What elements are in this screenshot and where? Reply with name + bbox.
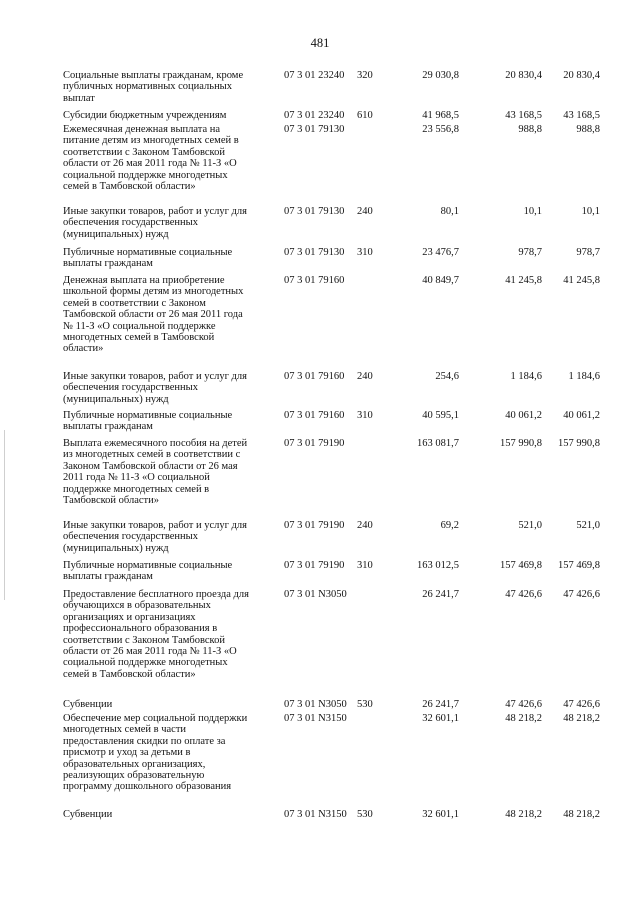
value-year-2: 48 218,2	[505, 713, 542, 724]
value-year-1: 29 030,8	[422, 70, 459, 81]
description-line: Публичные нормативные социальные	[63, 410, 233, 421]
value-year-3: 978,7	[576, 247, 600, 258]
description-line: № 11-З «О социальной поддержке	[63, 320, 216, 332]
description-line: 2011 года № 11-З «О социальной	[63, 472, 210, 484]
target-article-code: 07 3 01 79130	[284, 247, 345, 258]
value-year-2: 43 168,5	[505, 110, 542, 121]
description-line: из многодетных семей в соответствии с	[63, 449, 241, 461]
expense-type-code: 240	[357, 371, 373, 382]
row-description	[63, 206, 278, 240]
description-line: профессионального образования в	[63, 623, 218, 635]
scan-margin-mark	[4, 430, 5, 600]
target-article-code: 07 3 01 79160	[284, 275, 345, 286]
value-year-3: 48 218,2	[563, 713, 600, 724]
value-year-3: 43 168,5	[563, 110, 600, 121]
row-description	[63, 520, 278, 554]
target-article-code: 07 3 01 79190	[284, 560, 345, 571]
value-year-2: 988,8	[518, 124, 542, 135]
description-line: Публичные нормативные социальные	[63, 247, 233, 258]
target-article-code: 07 3 01 79190	[284, 438, 345, 449]
description-line: публичных нормативных социальных	[63, 81, 232, 93]
value-year-2: 20 830,4	[505, 70, 542, 81]
expense-type-code: 310	[357, 247, 373, 258]
description-line: питание детям из многодетных семей в	[63, 135, 239, 147]
value-year-2: 47 426,6	[505, 699, 542, 710]
description-line: выплаты гражданам	[63, 258, 153, 270]
description-line: поддержке многодетных семей в	[63, 483, 210, 495]
description-line: Тамбовской области от 26 мая 2011 года	[63, 309, 243, 321]
description-line: школьной формы детям из многодетных	[63, 286, 244, 298]
value-year-3: 1 184,6	[568, 371, 600, 382]
description-line: выплаты гражданам	[63, 571, 153, 583]
value-year-1: 23 476,7	[422, 247, 459, 258]
target-article-code: 07 3 01 23240	[284, 110, 345, 121]
target-article-code: 07 3 01 N3050	[284, 699, 347, 710]
target-article-code: 07 3 01 23240	[284, 70, 345, 81]
description-line: семей в Тамбовской области»	[63, 668, 196, 680]
value-year-3: 47 426,6	[563, 699, 600, 710]
value-year-2: 1 184,6	[510, 371, 542, 382]
row-description	[63, 713, 278, 793]
row-description	[63, 110, 278, 121]
description-line: Законом Тамбовской области от 26 мая	[63, 460, 238, 472]
row-description	[63, 124, 278, 192]
value-year-2: 10,1	[523, 206, 542, 217]
description-line: семей в Тамбовской области»	[63, 181, 196, 193]
value-year-1: 41 968,5	[422, 110, 459, 121]
description-line: Иные закупки товаров, работ и услуг для	[63, 371, 247, 382]
description-line: организациях и организациях	[63, 611, 196, 623]
value-year-1: 254,6	[435, 371, 459, 382]
description-line: Ежемесячная денежная выплата на	[63, 124, 221, 135]
row-description	[63, 438, 278, 506]
description-line: Тамбовской области»	[63, 495, 160, 507]
description-line: выплат	[63, 92, 95, 104]
expense-type-code: 610	[357, 110, 373, 121]
value-year-1: 163 081,7	[417, 438, 459, 449]
value-year-3: 10,1	[581, 206, 600, 217]
description-line: социальной поддержке многодетных	[63, 169, 228, 181]
description-line: обеспечения государственных	[63, 382, 198, 394]
value-year-1: 32 601,1	[422, 713, 459, 724]
expense-type-code: 240	[357, 206, 373, 217]
value-year-3: 40 061,2	[563, 410, 600, 421]
value-year-2: 41 245,8	[505, 275, 542, 286]
value-year-2: 157 990,8	[500, 438, 542, 449]
description-line: Социальные выплаты гражданам, кроме	[63, 70, 244, 81]
target-article-code: 07 3 01 79130	[284, 124, 345, 135]
row-description	[63, 809, 278, 820]
target-article-code: 07 3 01 79160	[284, 371, 345, 382]
target-article-code: 07 3 01 N3050	[284, 589, 347, 600]
description-line: Выплата ежемесячного пособия на детей	[63, 438, 248, 449]
value-year-3: 988,8	[576, 124, 600, 135]
description-line: Субвенции	[63, 809, 113, 820]
description-line: Предоставление бесплатного проезда для	[63, 589, 249, 600]
value-year-2: 521,0	[518, 520, 542, 531]
description-line: (муниципальных) нужд	[63, 228, 169, 240]
page-number: 481	[310, 36, 330, 50]
value-year-2: 40 061,2	[505, 410, 542, 421]
row-description	[63, 410, 278, 433]
description-line: присмотр и уход за детьми в	[63, 747, 191, 759]
description-line: обеспечения государственных	[63, 217, 198, 229]
description-line: образовательных организациях,	[63, 758, 206, 770]
description-line: Публичные нормативные социальные	[63, 560, 233, 571]
description-line: Иные закупки товаров, работ и услуг для	[63, 206, 247, 217]
row-description	[63, 247, 278, 270]
description-line: семей в соответствии с Законом	[63, 297, 206, 309]
expense-type-code: 530	[357, 809, 373, 820]
description-line: области от 26 мая 2011 года № 11-З «О	[63, 646, 237, 658]
description-line: Субвенции	[63, 699, 113, 710]
row-description	[63, 560, 278, 583]
value-year-2: 48 218,2	[505, 809, 542, 820]
value-year-3: 41 245,8	[563, 275, 600, 286]
value-year-3: 521,0	[576, 520, 600, 531]
description-line: Денежная выплата на приобретение	[63, 275, 225, 286]
row-description	[63, 371, 278, 405]
description-line: обеспечения государственных	[63, 531, 198, 543]
description-line: Субсидии бюджетным учреждениям	[63, 110, 227, 121]
value-year-1: 32 601,1	[422, 809, 459, 820]
target-article-code: 07 3 01 N3150	[284, 809, 347, 820]
value-year-3: 157 990,8	[558, 438, 600, 449]
target-article-code: 07 3 01 79160	[284, 410, 345, 421]
value-year-2: 157 469,8	[500, 560, 542, 571]
description-line: области от 26 мая 2011 года № 11-З «О	[63, 158, 237, 170]
description-line: многодетных семей в Тамбовской	[63, 332, 215, 344]
description-line: многодетных семей в части	[63, 724, 187, 736]
value-year-1: 23 556,8	[422, 124, 459, 135]
row-description	[63, 275, 278, 355]
description-line: соответствии с Законом Тамбовской	[63, 634, 225, 646]
expense-type-code: 310	[357, 410, 373, 421]
value-year-2: 47 426,6	[505, 589, 542, 600]
value-year-1: 40 595,1	[422, 410, 459, 421]
description-line: обучающихся в образовательных	[63, 600, 211, 612]
description-line: программу дошкольного образования	[63, 781, 232, 793]
description-line: Иные закупки товаров, работ и услуг для	[63, 520, 247, 531]
expense-type-code: 530	[357, 699, 373, 710]
description-line: социальной поддержке многодетных	[63, 657, 228, 669]
value-year-1: 26 241,7	[422, 699, 459, 710]
value-year-2: 978,7	[518, 247, 542, 258]
value-year-1: 40 849,7	[422, 275, 459, 286]
description-line: (муниципальных) нужд	[63, 542, 169, 554]
row-description	[63, 70, 278, 104]
target-article-code: 07 3 01 79190	[284, 520, 345, 531]
description-line: (муниципальных) нужд	[63, 393, 169, 405]
value-year-1: 69,2	[440, 520, 459, 531]
value-year-1: 80,1	[440, 206, 459, 217]
value-year-3: 48 218,2	[563, 809, 600, 820]
description-line: Обеспечение мер социальной поддержки	[63, 713, 248, 724]
description-line: реализующих образовательную	[63, 770, 205, 782]
description-line: соответствии с Законом Тамбовской	[63, 146, 225, 158]
value-year-3: 157 469,8	[558, 560, 600, 571]
row-description	[63, 699, 278, 710]
target-article-code: 07 3 01 N3150	[284, 713, 347, 724]
description-line: области»	[63, 343, 104, 355]
description-line: предоставления скидки по оплате за	[63, 735, 226, 747]
expense-type-code: 320	[357, 70, 373, 81]
expense-type-code: 240	[357, 520, 373, 531]
expense-type-code: 310	[357, 560, 373, 571]
description-line: выплаты гражданам	[63, 421, 153, 433]
value-year-3: 47 426,6	[563, 589, 600, 600]
target-article-code: 07 3 01 79130	[284, 206, 345, 217]
row-description	[63, 589, 278, 680]
value-year-1: 26 241,7	[422, 589, 459, 600]
value-year-3: 20 830,4	[563, 70, 600, 81]
value-year-1: 163 012,5	[417, 560, 459, 571]
